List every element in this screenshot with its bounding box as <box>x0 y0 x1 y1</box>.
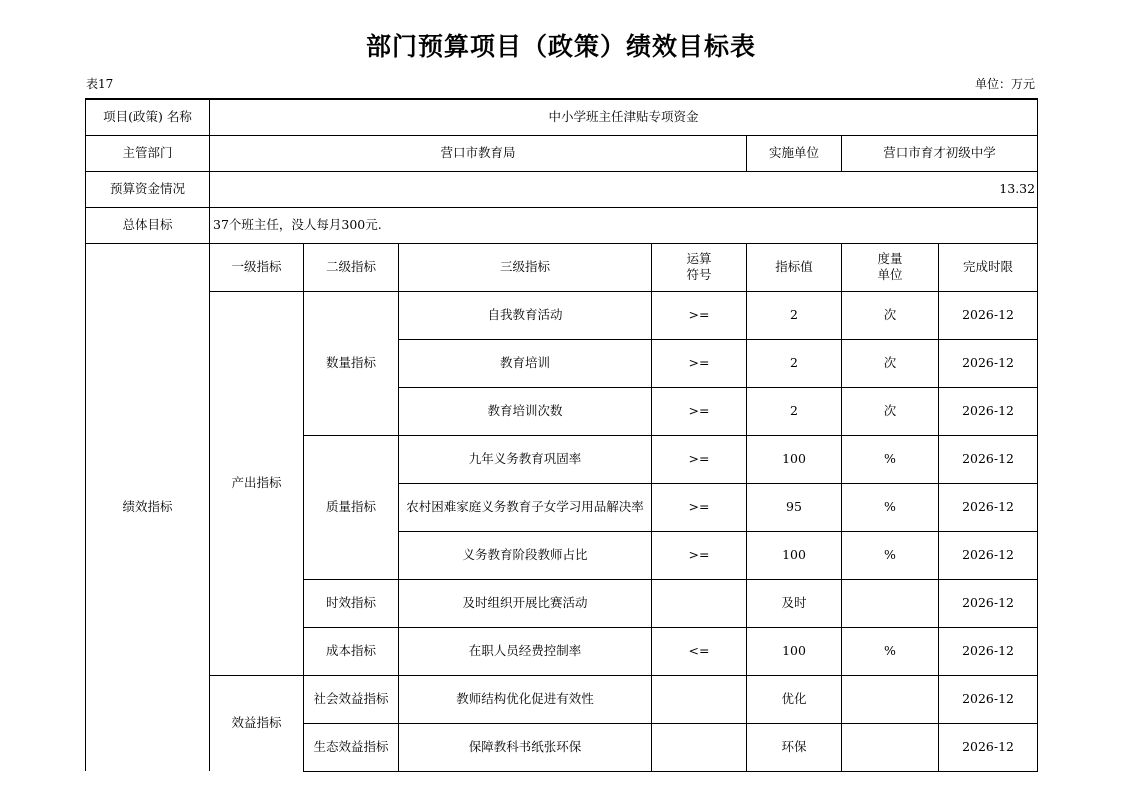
department-value: 营口市教育局 <box>210 135 747 171</box>
indicator-deadline: 2026-12 <box>939 435 1038 483</box>
project-name-row <box>86 99 1038 135</box>
quantity-indicator-label: 数量指标 <box>304 291 399 435</box>
budget-row <box>86 171 1038 207</box>
indicator-unit: 次 <box>842 387 939 435</box>
benefit-indicator-label: 效益指标 <box>210 675 304 771</box>
indicator-deadline: 2026-12 <box>939 627 1038 675</box>
department-label: 主管部门 <box>86 135 210 171</box>
social-benefit-label: 社会效益指标 <box>304 675 399 723</box>
indicator-name: 教育培训 <box>399 339 652 387</box>
indicator-operator: >= <box>652 387 747 435</box>
table-number: 表17 <box>86 77 114 91</box>
overall-goal-value: 37个班主任，没人每月300元. <box>210 207 1038 243</box>
unit-label: 单位：万元 <box>974 77 1035 91</box>
indicator-value: 2 <box>747 291 842 339</box>
indicator-name: 农村困难家庭义务教育子女学习用品解决率 <box>399 483 652 531</box>
indicator-unit: % <box>842 531 939 579</box>
indicator-unit: 次 <box>842 339 939 387</box>
overall-goal-row <box>86 207 1038 243</box>
department-row <box>86 135 1038 171</box>
indicator-name: 保障教科书纸张环保 <box>399 723 652 771</box>
indicator-deadline: 2026-12 <box>939 531 1038 579</box>
indicator-value: 2 <box>747 339 842 387</box>
cost-indicator-label: 成本指标 <box>304 627 399 675</box>
header-level3: 三级指标 <box>399 243 652 291</box>
indicator-unit: % <box>842 627 939 675</box>
table-row <box>86 291 1038 339</box>
indicator-operator: >= <box>652 339 747 387</box>
header-level2: 二级指标 <box>304 243 399 291</box>
indicator-value: 100 <box>747 531 842 579</box>
indicator-name: 教师结构优化促进有效性 <box>399 675 652 723</box>
indicator-value: 100 <box>747 627 842 675</box>
implementing-unit-label: 实施单位 <box>747 135 842 171</box>
indicator-deadline: 2026-12 <box>939 675 1038 723</box>
implementing-unit-value: 营口市育才初级中学 <box>842 135 1038 171</box>
indicator-unit <box>842 579 939 627</box>
indicator-operator: >= <box>652 435 747 483</box>
indicator-operator: >= <box>652 531 747 579</box>
indicator-value: 优化 <box>747 675 842 723</box>
performance-target-table <box>85 98 1038 772</box>
indicator-operator <box>652 723 747 771</box>
indicator-deadline: 2026-12 <box>939 579 1038 627</box>
project-name-label: 项目(政策) 名称 <box>86 99 210 135</box>
indicator-unit <box>842 723 939 771</box>
overall-goal-label: 总体目标 <box>86 207 210 243</box>
indicator-value: 及时 <box>747 579 842 627</box>
indicator-operator: >= <box>652 483 747 531</box>
indicator-value: 100 <box>747 435 842 483</box>
indicator-deadline: 2026-12 <box>939 339 1038 387</box>
budget-label: 预算资金情况 <box>86 171 210 207</box>
indicator-name: 教育培训次数 <box>399 387 652 435</box>
indicator-value: 2 <box>747 387 842 435</box>
output-indicator-label: 产出指标 <box>210 291 304 675</box>
indicator-name: 及时组织开展比赛活动 <box>399 579 652 627</box>
header-deadline: 完成时限 <box>939 243 1038 291</box>
indicator-deadline: 2026-12 <box>939 291 1038 339</box>
table-row <box>86 675 1038 723</box>
indicator-name: 义务教育阶段教师占比 <box>399 531 652 579</box>
indicator-name: 在职人员经费控制率 <box>399 627 652 675</box>
timeliness-indicator-label: 时效指标 <box>304 579 399 627</box>
indicator-operator: <= <box>652 627 747 675</box>
indicator-operator <box>652 675 747 723</box>
header-level1: 一级指标 <box>210 243 304 291</box>
page-title: 部门预算项目（政策）绩效目标表 <box>365 32 756 61</box>
indicator-operator <box>652 579 747 627</box>
project-name-value: 中小学班主任津贴专项资金 <box>210 99 1038 135</box>
header-target-value: 指标值 <box>747 243 842 291</box>
indicator-name: 九年义务教育巩固率 <box>399 435 652 483</box>
indicator-deadline: 2026-12 <box>939 483 1038 531</box>
indicator-unit: % <box>842 483 939 531</box>
indicator-value: 环保 <box>747 723 842 771</box>
indicator-deadline: 2026-12 <box>939 723 1038 771</box>
indicator-name: 自我教育活动 <box>399 291 652 339</box>
indicator-operator: >= <box>652 291 747 339</box>
indicator-unit: 次 <box>842 291 939 339</box>
eco-benefit-label: 生态效益指标 <box>304 723 399 771</box>
indicator-value: 95 <box>747 483 842 531</box>
indicator-deadline: 2026-12 <box>939 387 1038 435</box>
budget-value: 13.32 <box>210 171 1038 207</box>
indicator-unit <box>842 675 939 723</box>
quality-indicator-label: 质量指标 <box>304 435 399 579</box>
indicator-header-row <box>86 243 1038 291</box>
header-operator: 运算 符号 <box>652 243 747 291</box>
header-unit: 度量 单位 <box>842 243 939 291</box>
performance-indicator-label: 绩效指标 <box>86 243 210 771</box>
indicator-unit: % <box>842 435 939 483</box>
